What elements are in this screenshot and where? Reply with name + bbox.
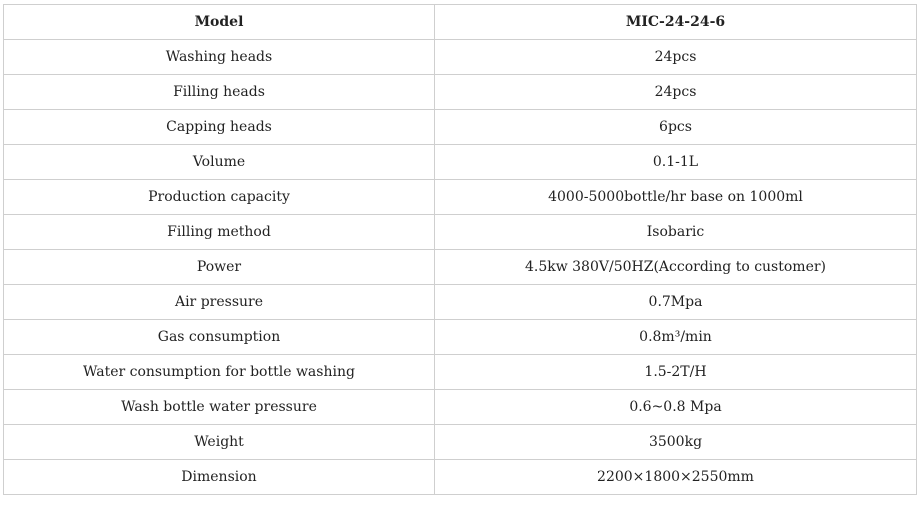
spec-label: Volume <box>4 145 435 180</box>
spec-value: 0.6~0.8 Mpa <box>435 390 917 425</box>
spec-value: 4000-5000bottle/hr base on 1000ml <box>435 180 917 215</box>
spec-label: Power <box>4 250 435 285</box>
spec-label: Production capacity <box>4 180 435 215</box>
table-row <box>4 180 917 215</box>
table-row <box>4 40 917 75</box>
table-row <box>4 320 917 355</box>
header-cell-model-value: MIC-24-24-6 <box>435 5 917 40</box>
table-row <box>4 425 917 460</box>
spec-label: Wash bottle water pressure <box>4 390 435 425</box>
table-row <box>4 250 917 285</box>
table-row <box>4 390 917 425</box>
spec-label: Capping heads <box>4 110 435 145</box>
spec-label: Dimension <box>4 460 435 495</box>
table-row <box>4 460 917 495</box>
spec-value: 24pcs <box>435 75 917 110</box>
spec-value: 24pcs <box>435 40 917 75</box>
spec-value: 1.5-2T/H <box>435 355 917 390</box>
spec-value: Isobaric <box>435 215 917 250</box>
spec-value: 0.1-1L <box>435 145 917 180</box>
table-row <box>4 110 917 145</box>
spec-label: Filling method <box>4 215 435 250</box>
table-header-row <box>4 5 917 40</box>
table-row <box>4 285 917 320</box>
spec-value: 0.8m³/min <box>435 320 917 355</box>
spec-table <box>3 4 917 495</box>
spec-label: Washing heads <box>4 40 435 75</box>
table-row <box>4 75 917 110</box>
table-row <box>4 215 917 250</box>
spec-label: Filling heads <box>4 75 435 110</box>
spec-value: 2200×1800×2550mm <box>435 460 917 495</box>
spec-value: 0.7Mpa <box>435 285 917 320</box>
spec-label: Water consumption for bottle washing <box>4 355 435 390</box>
spec-value: 6pcs <box>435 110 917 145</box>
spec-label: Air pressure <box>4 285 435 320</box>
table-row <box>4 355 917 390</box>
header-cell-model-label: Model <box>4 5 435 40</box>
spec-value: 4.5kw 380V/50HZ(According to customer) <box>435 250 917 285</box>
spec-label: Gas consumption <box>4 320 435 355</box>
spec-label: Weight <box>4 425 435 460</box>
spec-value: 3500kg <box>435 425 917 460</box>
table-row <box>4 145 917 180</box>
